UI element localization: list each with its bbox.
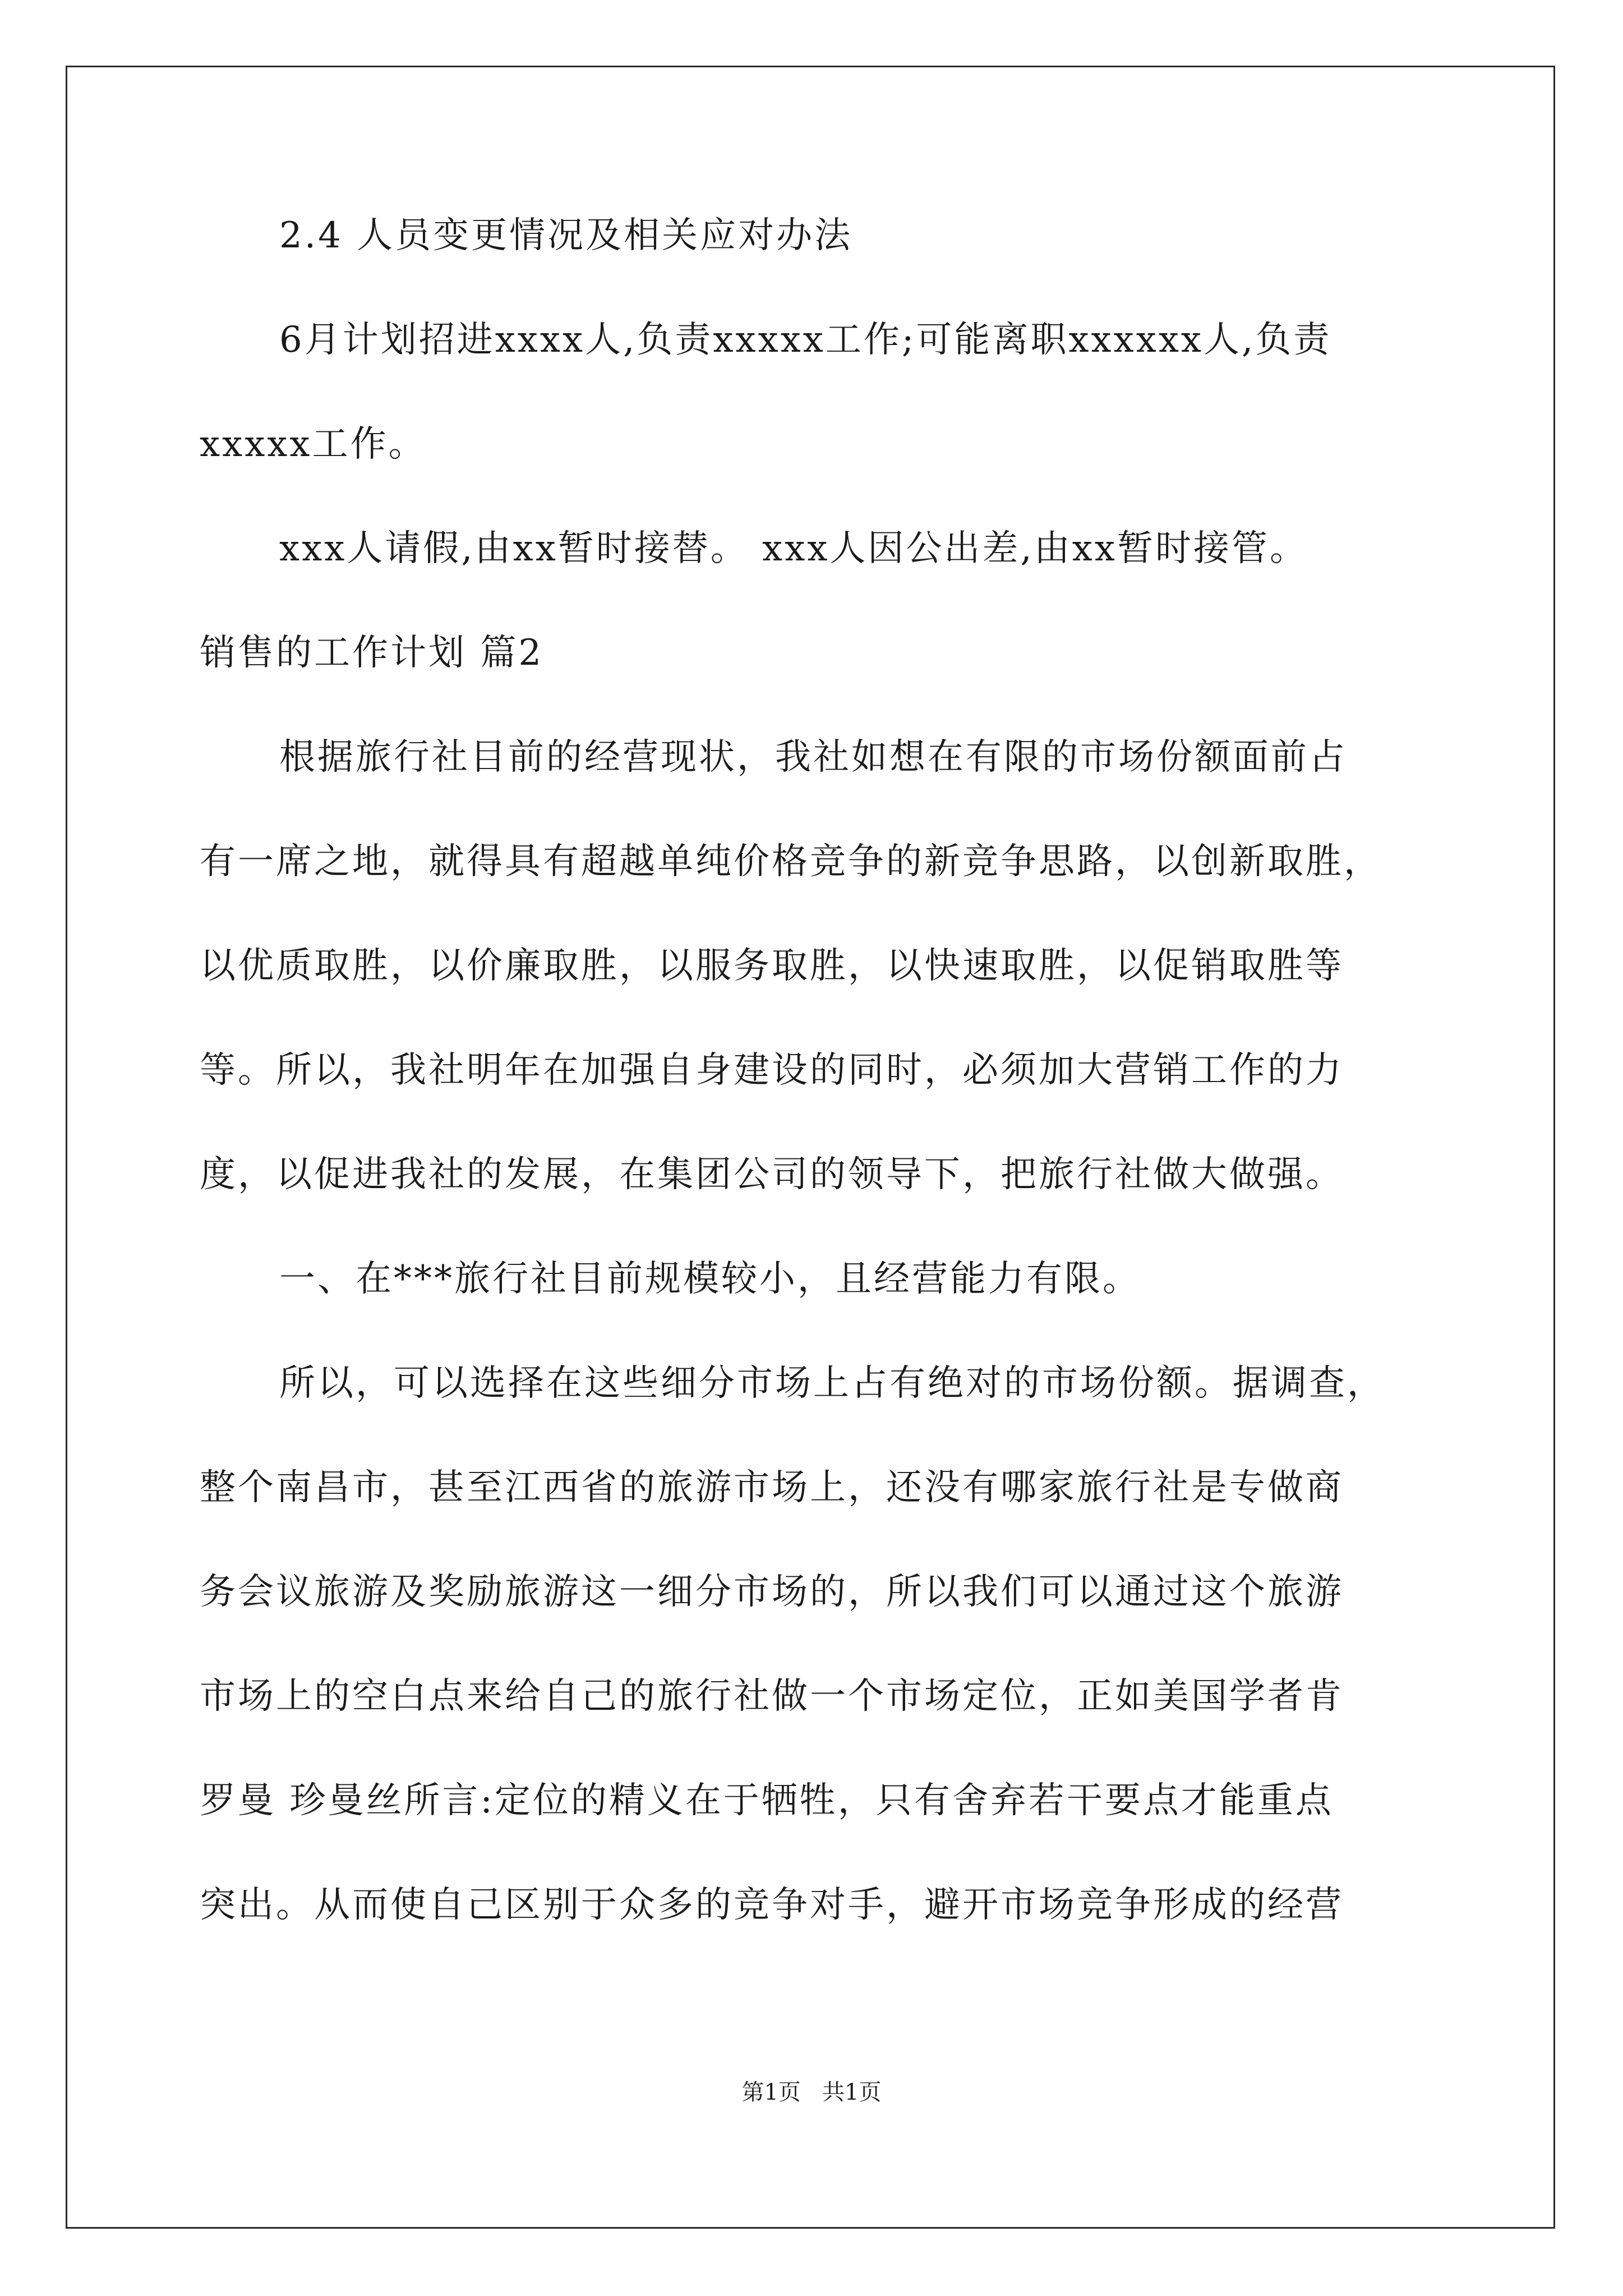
paragraph-line: 一、在***旅行社目前规模较小，且经营能力有限。	[279, 1258, 1141, 1300]
page-footer: 第1页 共1页	[741, 2079, 882, 2105]
paragraph-line: 以优质取胜，以价廉取胜，以服务取胜，以快速取胜，以促销取胜等	[200, 945, 1344, 987]
paragraph-line: 务会议旅游及奖励旅游这一细分市场的，所以我们可以通过这个旅游	[200, 1571, 1344, 1613]
paragraph-line: 市场上的空白点来给自己的旅行社做一个市场定位，正如美国学者肯	[200, 1676, 1344, 1717]
paragraph-line: 突出。从而使自己区别于众多的竞争对手，避开市场竞争形成的经营	[200, 1884, 1344, 1926]
paragraph-line: 度，以促进我社的发展，在集团公司的领导下，把旅行社做大做强。	[200, 1154, 1344, 1195]
paragraph-line: 有一席之地，就得具有超越单纯价格竞争的新竞争思路，以创新取胜，	[200, 841, 1382, 882]
paragraph-line: 6月计划招进xxxx人,负责xxxxx工作;可能离职xxxxxx人,负责	[279, 319, 1332, 361]
paragraph-line: 整个南昌市，甚至江西省的旅游市场上，还没有哪家旅行社是专做商	[200, 1467, 1344, 1508]
article-title: 销售的工作计划 篇2	[200, 632, 544, 674]
paragraph-line: 根据旅行社目前的经营现状，我社如想在有限的市场份额面前占	[279, 737, 1347, 778]
paragraph-line: 罗曼 珍曼丝所言:定位的精义在于牺牲，只有舍弃若干要点才能重点	[200, 1780, 1334, 1821]
paragraph-line: 所以，可以选择在这些细分市场上占有绝对的市场份额。据调查，	[279, 1363, 1385, 1404]
paragraph-line: 等。所以，我社明年在加强自身建设的同时，必须加大营销工作的力	[200, 1050, 1344, 1091]
paragraph-line: xxxxx工作。	[200, 424, 427, 465]
section-heading: 2.4 人员变更情况及相关应对办法	[279, 215, 853, 256]
paragraph-line: xxx人请假,由xx暂时接替。 xxx人因公出差,由xx暂时接管。	[279, 528, 1308, 569]
